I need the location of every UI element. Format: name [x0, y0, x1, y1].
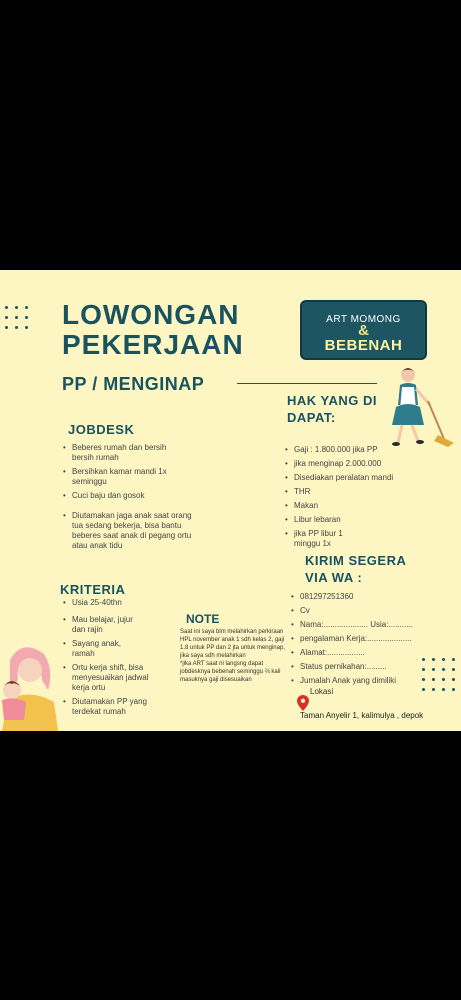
kriteria-heading: KRITERIA: [60, 582, 126, 597]
list-item: • Sayang anak, ramah: [62, 639, 142, 659]
list-item: • Gaji : 1.800.000 jika PP: [284, 445, 424, 455]
list-item: • Diutamakan jaga anak saat orang tua sedang bekerja, bisa bantu beberes saat anak di pegang ortu atau anak tidu: [62, 511, 200, 551]
location-pin-icon: [297, 695, 309, 711]
poster-title: LOWONGAN PEKERJAAN: [62, 299, 244, 360]
list-item: • Makan: [284, 501, 424, 511]
kirim-heading: KIRIM SEGERA VIA WA :: [305, 553, 406, 585]
jobdesk-list: [62, 443, 200, 555]
poster-subtitle: PP / MENGINAP: [62, 374, 205, 394]
lokasi-address: Taman Anyelir 1, kalimulya , depok: [300, 711, 424, 720]
list-item: • Alamat:.................: [290, 648, 455, 658]
badge-line2: BEBENAH: [324, 337, 403, 354]
list-item: • THR: [284, 487, 424, 497]
list-item: • Mau belajar, jujur dan rajin: [62, 615, 142, 635]
list-item: • Diutamakan PP yang terdekat rumah: [62, 697, 152, 717]
list-item: • Beberes rumah dan bersih bersih rumah: [62, 443, 172, 463]
list-item: • pengalaman Kerja:....................: [290, 634, 455, 644]
note-body: Saat ini saya blm melahirkan perkiraan HPL november anak 1 sdh kelas 2, gaji 1.8 untuk PP dan 2 jta untuk menginap, jika saya sdh melahirkan *jika ART saat ni langsng dapat jobdesknya bebenah seminggu ⅔ kali masuknya gaji disesuaikan: [180, 629, 285, 683]
jobdesk-heading: JOBDESK: [68, 422, 135, 437]
list-item: • jika PP libur 1 minggu 1x: [284, 529, 369, 549]
badge-ampersand: &: [358, 322, 369, 339]
list-item: • Libur lebaran: [284, 515, 424, 525]
list-item: • Cuci baju dan gosok: [62, 491, 200, 501]
list-item: • Nama:.................... Usia:...........: [290, 620, 455, 630]
list-item: • Usia 25-40thn: [62, 598, 162, 608]
divider-line: [237, 383, 377, 384]
job-poster: [0, 270, 461, 731]
mother-child-illustration-icon: [0, 640, 58, 731]
hak-heading: HAK YANG DI DAPAT:: [287, 393, 378, 425]
list-item: • jika menginap 2.000.000: [284, 459, 424, 469]
list-item: • 081297251360: [290, 592, 455, 602]
list-item: • Jumalah Anak yang dimiliki: [290, 676, 455, 686]
list-item: • Status pernikahan:.........: [290, 662, 455, 672]
kriteria-list: [62, 598, 162, 721]
decorative-dots: [422, 658, 455, 691]
badge-line1: ART MOMONG: [326, 314, 401, 325]
position-badge: [300, 300, 427, 360]
hak-list: [284, 445, 424, 553]
decorative-dots: [5, 306, 28, 329]
list-item: • Cv: [290, 606, 455, 616]
list-item: • Bersihkan kamar mandi 1x seminggu: [62, 467, 200, 487]
lokasi-label: Lokasi: [310, 687, 334, 696]
note-heading: NOTE: [186, 612, 220, 626]
list-item: • Ortu kerja shift, bisa menyesuaikan jadwal kerja ortu: [62, 663, 162, 693]
list-item: • Disediakan peralatan mandi: [284, 473, 424, 483]
